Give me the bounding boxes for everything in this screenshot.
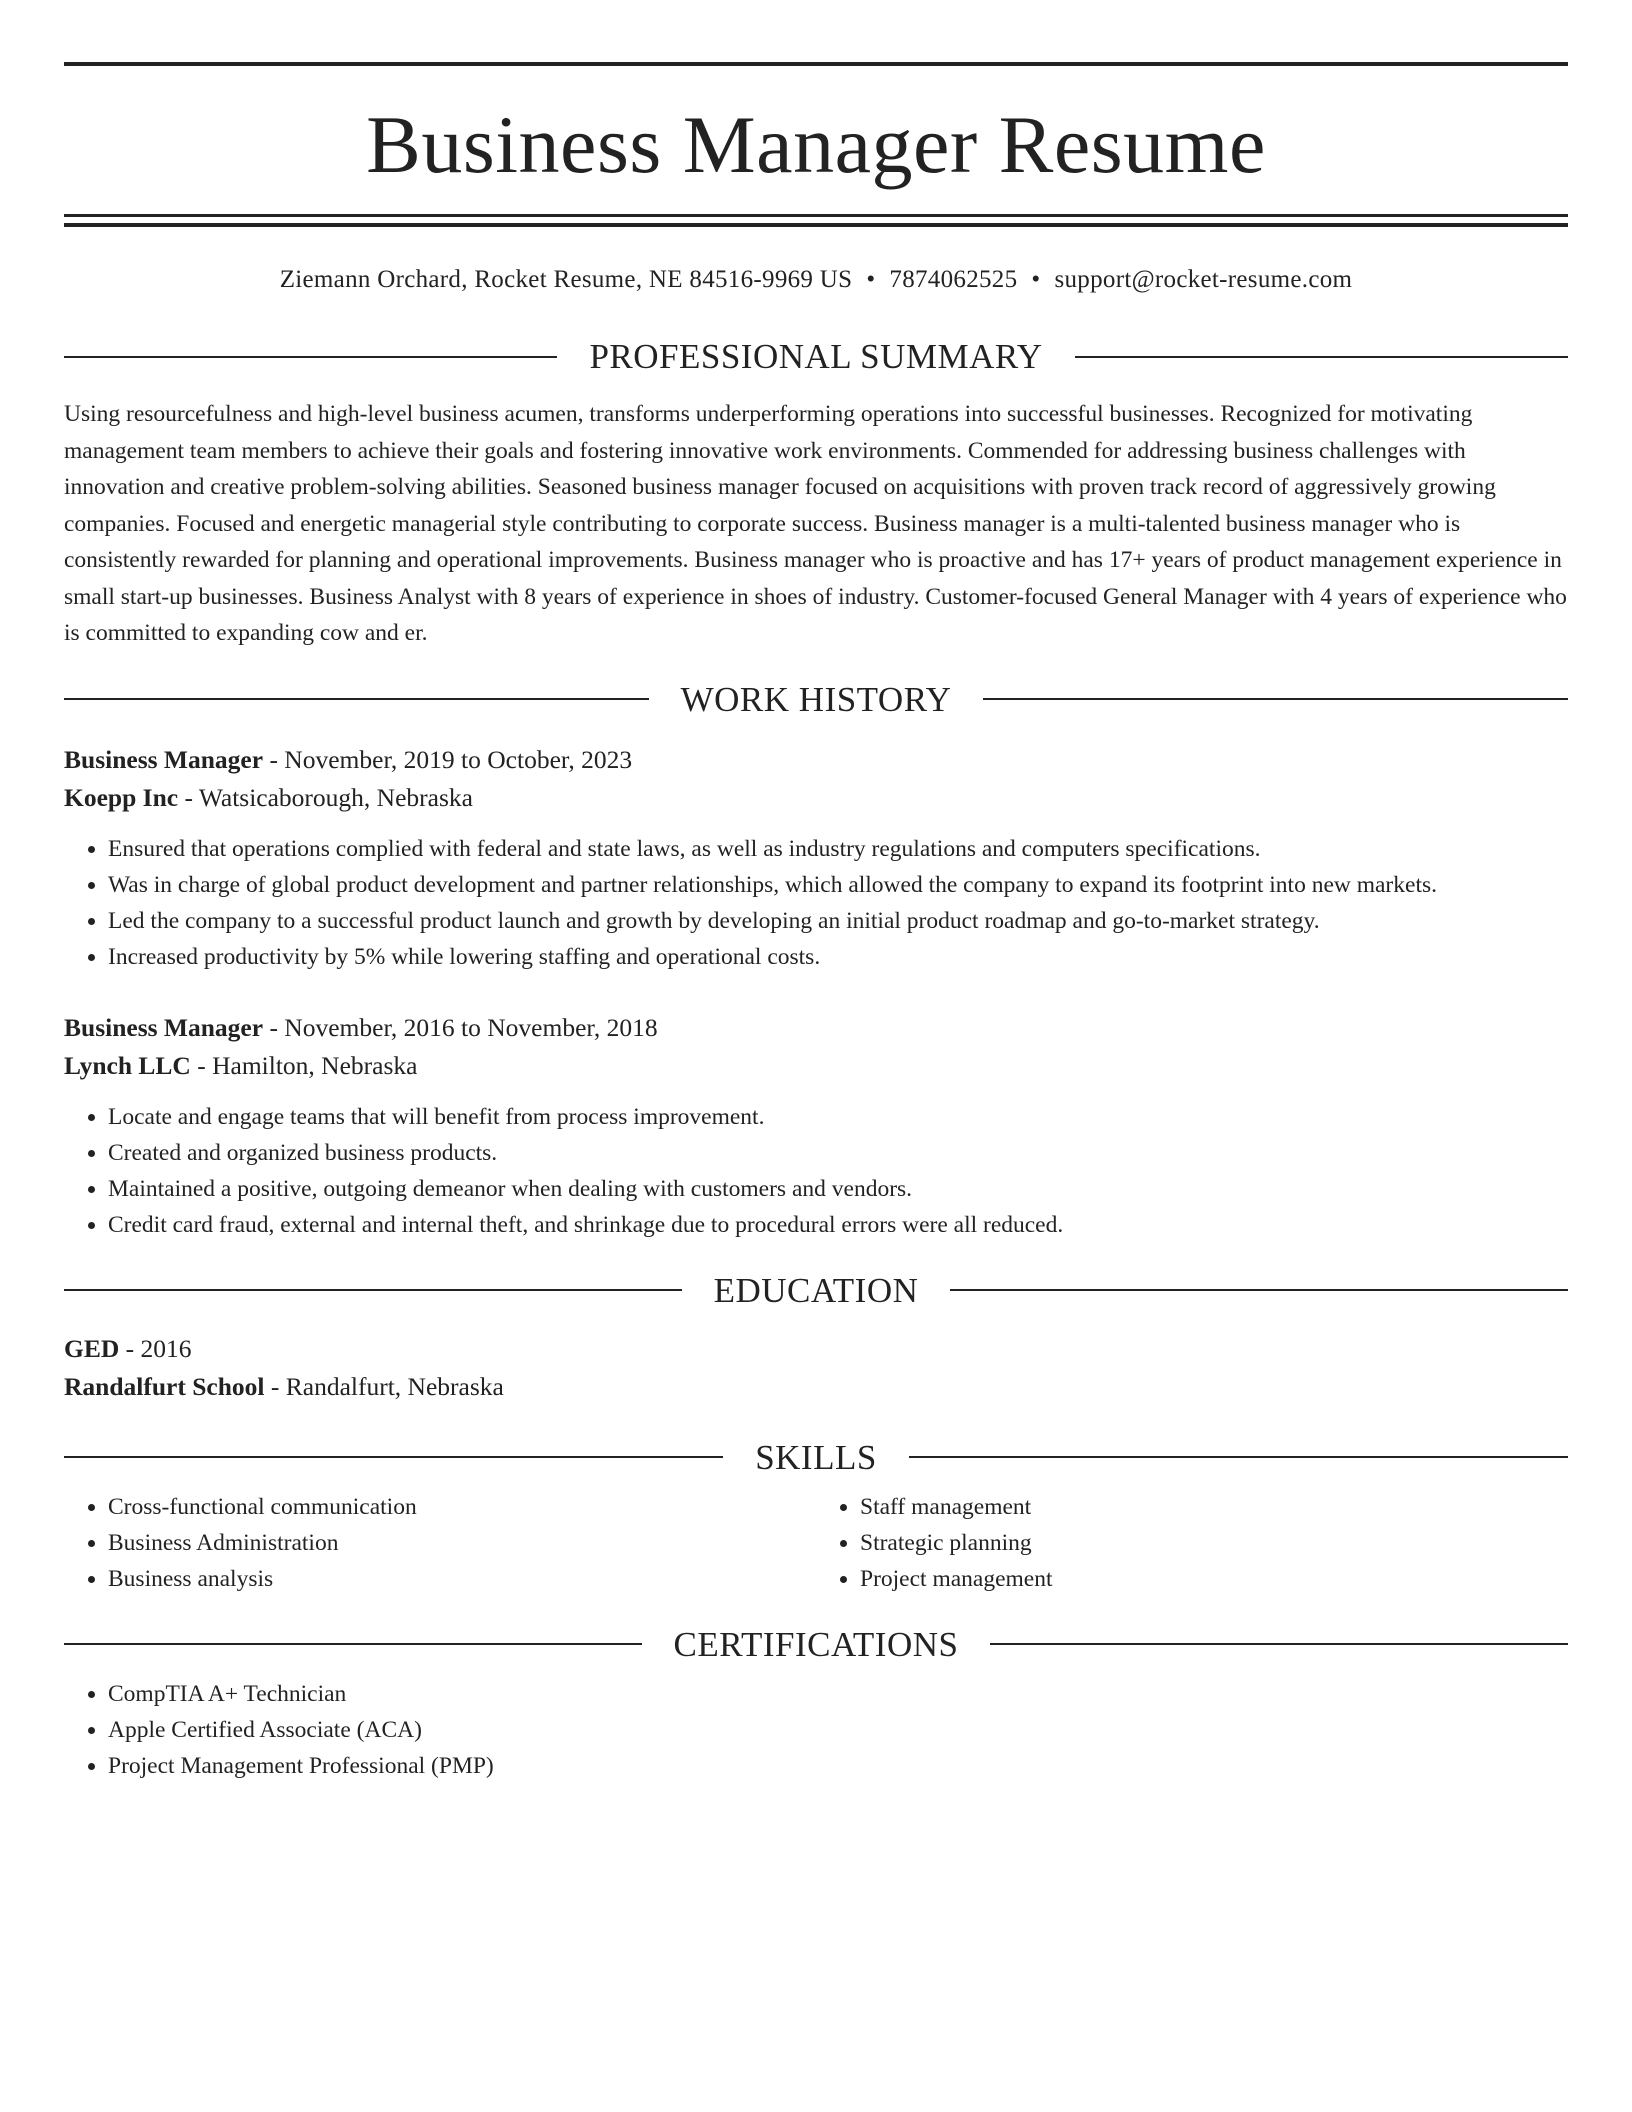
list-item: • Was in charge of global product development and partner relationships, which allowed the company to expand its footprint into new markets. — [108, 867, 1568, 903]
list-item: • Business Administration — [108, 1525, 816, 1561]
job-location: - Hamilton, Nebraska — [190, 1050, 418, 1080]
summary-text: Using resourcefulness and high-level business acumen, transforms underperforming operations into successful businesses. Recognized for motivating management team members to achieve their goals and fostering innovative work environments. Commended for addressing business challenges with innovation and creative problem-solving abilities. Seasoned business manager focused on acquisitions with proven track record of aggressively growing companies. Focused and energetic managerial style contributing to corporate success. Business manager is a multi-talented business manager who is consistently rewarded for planning and operational improvements. Business manager who is proactive and has 17+ years of product management experience in small start-up businesses. Business Analyst with 8 years of experience in shoes of industry. Customer-focused General Manager with 4 years of experience who is committed to expanding cow and er. — [64, 401, 1567, 646]
heading-rule-left — [64, 1643, 642, 1645]
title-double-rule — [64, 214, 1568, 227]
contact-separator: • — [866, 266, 876, 293]
job-company: Koepp Inc — [64, 782, 179, 812]
section-heading-summary — [64, 339, 1568, 374]
certifications-list — [64, 1676, 1568, 1784]
job-dates: - November, 2019 to October, 2023 — [263, 744, 633, 774]
list-item: • Locate and engage teams that will benefit from process improvement. — [108, 1099, 1568, 1135]
job-title: Business Manager — [64, 1012, 264, 1042]
top-rule — [64, 62, 1568, 66]
section-heading-work-history — [64, 679, 1568, 719]
job-title-line — [64, 741, 1568, 779]
section-heading-skills — [64, 1437, 1568, 1477]
section-title: WORK HISTORY — [680, 679, 952, 719]
section-heading-certifications — [64, 1624, 1568, 1664]
heading-rule-left — [64, 1289, 682, 1291]
list-item: • Ensured that operations complied with federal and state laws, as well as industry regulations and computers specifications. — [108, 831, 1568, 867]
contact-phone: 7874062525 — [889, 266, 1018, 293]
list-item: • Led the company to a successful product launch and growth by developing an initial product roadmap and go-to-market strategy. — [108, 903, 1568, 939]
heading-rule-left — [64, 698, 649, 700]
skills-column-left — [64, 1489, 816, 1597]
job-dates: - November, 2016 to November, 2018 — [263, 1012, 658, 1042]
job-entry — [64, 1009, 1568, 1243]
heading-rule-right — [950, 1289, 1568, 1291]
heading-rule-right — [990, 1643, 1568, 1645]
list-item: • CompTIA A+ Technician — [108, 1676, 1568, 1712]
heading-rule-right — [1075, 356, 1568, 358]
job-company: Lynch LLC — [64, 1050, 191, 1080]
education-degree: GED — [64, 1333, 120, 1363]
section-title: EDUCATION — [713, 1270, 919, 1310]
list-item: • Business analysis — [108, 1561, 816, 1597]
skills-column-right — [816, 1489, 1568, 1597]
section-title: PROFESSIONAL SUMMARY — [589, 337, 1043, 376]
section-heading-education — [64, 1270, 1568, 1310]
list-item: • Project management — [860, 1561, 1568, 1597]
education-degree-line — [64, 1330, 1568, 1368]
list-item: • Strategic planning — [860, 1525, 1568, 1561]
contact-separator: • — [1031, 266, 1041, 293]
section-title: SKILLS — [755, 1437, 877, 1477]
contact-address: Ziemann Orchard, Rocket Resume, NE 84516-9969 US — [279, 266, 853, 293]
resume-title: Business Manager Resume — [366, 99, 1266, 190]
list-item: • Created and organized business products. — [108, 1135, 1568, 1171]
job-location: - Watsicaborough, Nebraska — [178, 782, 473, 812]
heading-rule-left — [64, 356, 557, 358]
job-title-line — [64, 1009, 1568, 1047]
list-item: • Project Management Professional (PMP) — [108, 1748, 1568, 1784]
list-item: • Apple Certified Associate (ACA) — [108, 1712, 1568, 1748]
contact-line — [64, 265, 1568, 295]
job-title: Business Manager — [64, 744, 264, 774]
education-school: Randalfurt School — [64, 1371, 265, 1401]
section-title: CERTIFICATIONS — [673, 1624, 959, 1664]
heading-rule-right — [909, 1456, 1568, 1458]
list-item: • Staff management — [860, 1489, 1568, 1525]
heading-rule-left — [64, 1456, 723, 1458]
job-bullets — [64, 831, 1568, 975]
job-company-line — [64, 779, 1568, 817]
education-location: - Randalfurt, Nebraska — [264, 1371, 504, 1401]
job-entry — [64, 741, 1568, 975]
list-item: • Cross-functional communication — [108, 1489, 816, 1525]
list-item: • Increased productivity by 5% while lowering staffing and operational costs. — [108, 939, 1568, 975]
list-item: • Credit card fraud, external and internal theft, and shrinkage due to procedural errors were all reduced. — [108, 1207, 1568, 1243]
education-year: - 2016 — [119, 1333, 192, 1363]
job-company-line — [64, 1047, 1568, 1085]
contact-email: support@rocket-resume.com — [1054, 266, 1353, 293]
heading-rule-right — [983, 698, 1568, 700]
list-item: • Maintained a positive, outgoing demeanor when dealing with customers and vendors. — [108, 1171, 1568, 1207]
education-school-line — [64, 1368, 1568, 1406]
job-bullets — [64, 1099, 1568, 1243]
skills-grid — [64, 1489, 1568, 1597]
